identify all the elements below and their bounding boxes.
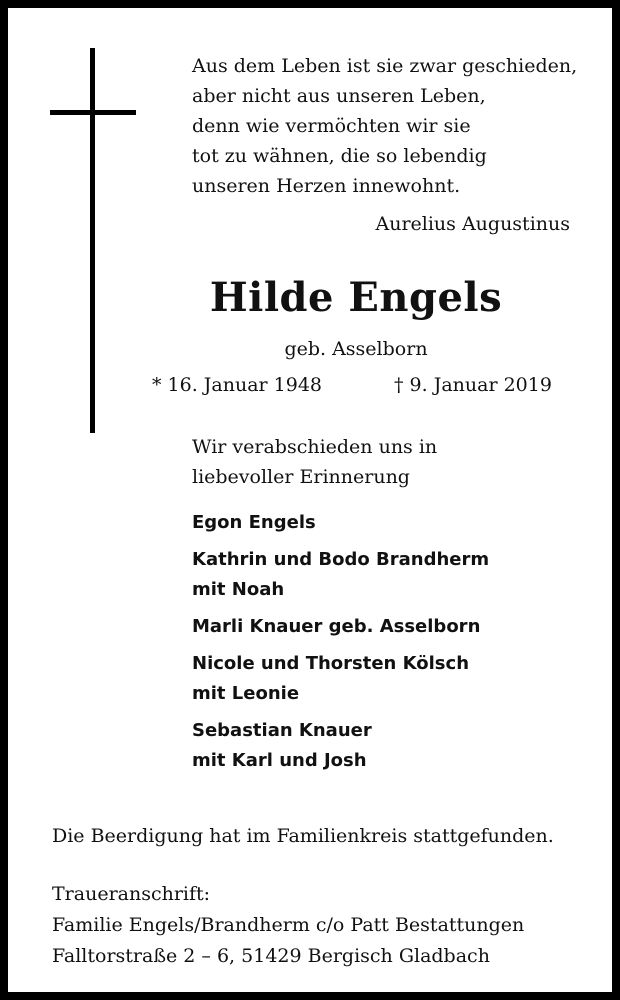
- farewell-text: [192, 432, 437, 492]
- mourner-line: Sebastian Knauer: [192, 720, 372, 741]
- maiden-name: geb. Asselborn: [284, 338, 428, 360]
- mourner-entry: [192, 508, 489, 538]
- poem-line: aber nicht aus unseren Leben,: [192, 85, 486, 107]
- address-line-2: Falltorstraße 2 – 6, 51429 Bergisch Gladbach: [52, 945, 490, 967]
- poem-line: denn wie vermöchten wir sie: [192, 115, 471, 137]
- address-line-1: Familie Engels/Brandherm c/o Patt Bestattungen: [52, 914, 525, 936]
- funeral-note: Die Beerdigung hat im Familienkreis stattgefunden.: [52, 825, 554, 847]
- cross-horizontal-bar: [50, 110, 136, 115]
- mourner-line: Kathrin und Bodo Brandherm: [192, 549, 490, 570]
- mourner-entry: [192, 612, 489, 642]
- address-label: Traueranschrift:: [52, 883, 211, 905]
- deceased-name: Hilde Engels: [209, 274, 503, 321]
- birth-date: * 16. Januar 1948: [152, 374, 323, 396]
- mourner-line: mit Noah: [192, 579, 285, 600]
- mourner-line: mit Leonie: [192, 683, 300, 704]
- cross-vertical-bar: [90, 48, 95, 433]
- poem: [192, 51, 577, 201]
- farewell-line: Wir verabschieden uns in: [192, 436, 438, 458]
- mourner-line: Marli Knauer geb. Asselborn: [192, 616, 481, 637]
- poem-line: Aus dem Leben ist sie zwar geschieden,: [192, 55, 578, 77]
- poem-author: Aurelius Augustinus: [375, 213, 570, 235]
- mourning-address: [52, 879, 524, 972]
- mourners-list: [192, 508, 489, 783]
- mourner-line: Egon Engels: [192, 512, 316, 533]
- mourner-line: mit Karl und Josh: [192, 750, 367, 771]
- mourner-entry: [192, 716, 489, 776]
- mourner-entry: [192, 649, 489, 709]
- mourner-line: Nicole und Thorsten Kölsch: [192, 653, 470, 674]
- mourner-entry: [192, 545, 489, 605]
- death-date: † 9. Januar 2019: [394, 374, 552, 396]
- farewell-line: liebevoller Erinnerung: [192, 466, 410, 488]
- poem-line: tot zu wähnen, die so lebendig: [192, 145, 487, 167]
- poem-line: unseren Herzen innewohnt.: [192, 175, 461, 197]
